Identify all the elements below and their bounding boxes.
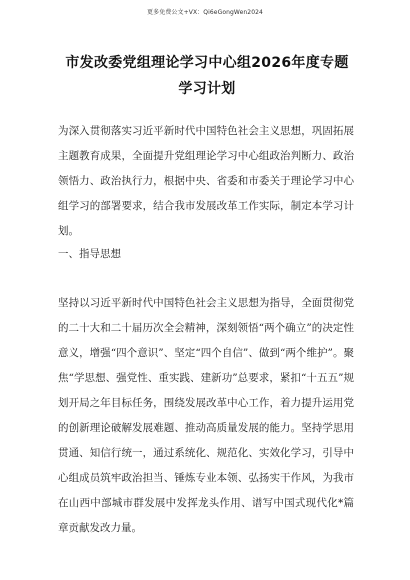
header-note: 更多免费公文+VX：Qi6eGongWen2024 — [147, 9, 263, 16]
document-title: 市发改委党组理论学习中心组2026年度专题学习计划 — [65, 55, 349, 97]
guiding-ideology-paragraph: 坚持以习近平新时代中国特色社会主义思想为指导，全面贯彻党的二十大和二十届历次全会精神，深刻领悟“两个确立”的决定性意义，增强“四个意识”、坚定“四个自信”、做到“两个维护”。聚焦“学思想、强党性、重实践、建新功”总要求，紧扣“十五五”规划开局之年目标任务，围绕发展改革中心工作，着力提升运用党的创新理论破解发展难题、推动高质量发展的能力。坚持学思用贯通、知信行统一，通过系统化、规范化、实效化学习，引导中心组成员筑牢政治担当、锤炼专业本领、弘扬实干作风，为我市在山西中部城市群发展中发挥龙头作用、谱写中国式现代化*篇章贡献发改力量。 — [58, 297, 354, 534]
section-heading-guiding-ideology: 一、指导思想 — [58, 248, 121, 260]
intro-paragraph: 为深入贯彻落实习近平新时代中国特色社会主义思想，巩固拓展主题教育成果，全面提升党组理论学习中心组政治判断力、政治领悟力、政治执行力，根据中央、省委和市委关于理论学习中心组学习的部署要求，结合我市发展改革工作实际，制定本学习计划。 — [58, 125, 354, 237]
